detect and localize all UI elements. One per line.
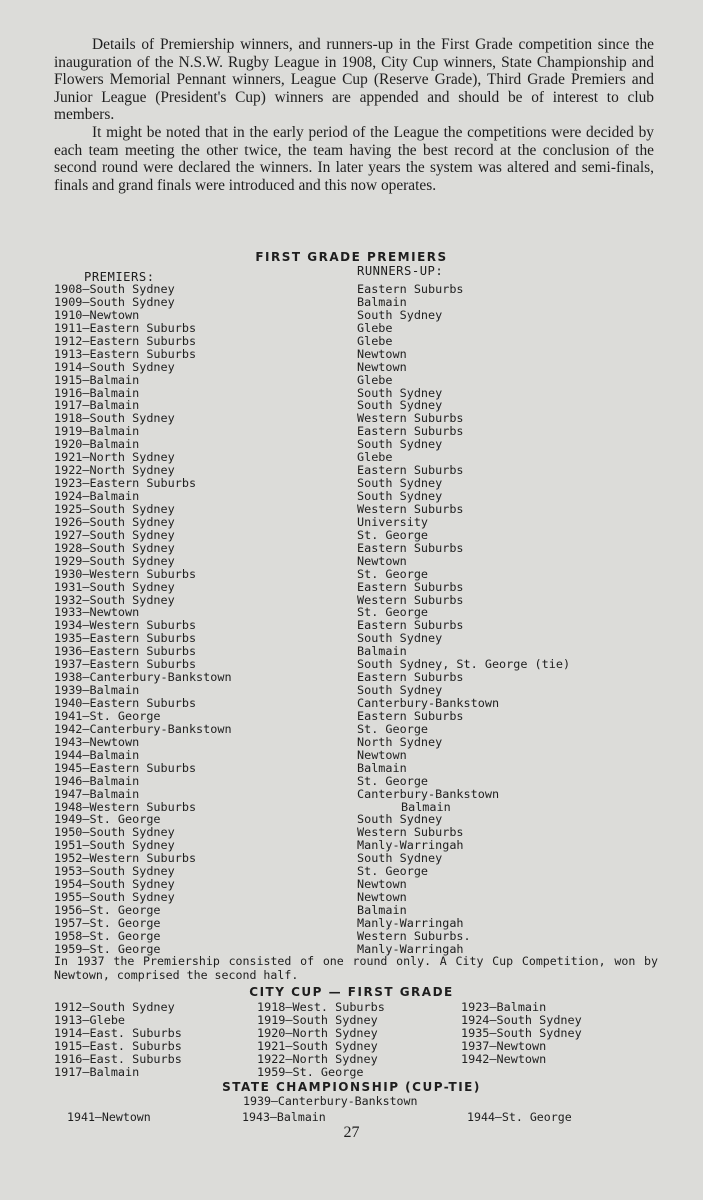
premier-entry: 1908—South Sydney (54, 282, 175, 296)
runner-up-entry: Balmain (401, 799, 451, 814)
runner-up-entry: South Sydney (357, 489, 443, 503)
premier-entry: 1950—South Sydney (54, 825, 175, 840)
runner-up-entry: South Sydney (357, 385, 443, 400)
runner-up-entry: Western Suburbs (357, 592, 464, 607)
premier-entry: 1938—Canterbury-Bankstown (54, 670, 232, 685)
premier-entry: 1925—South Sydney (54, 501, 175, 516)
runner-up-entry: South Sydney (357, 307, 443, 322)
runner-up-entry: Eastern Suburbs (357, 463, 464, 478)
runner-up-entry: Balmain (357, 760, 407, 775)
premier-entry: 1939—Balmain (54, 683, 140, 698)
intro-paragraph-1: Details of Premiership winners, and runners-up in the First Grade competition since the inauguration of the N.S.W. Rugby League in 1908, City Cup winners, State Championship and Flowers Memorial Pennant winners, League Cup (Reserve Grade), Third Grade Premiers and Junior League (President's Cup) winners are appended and should be of interest to club members. (54, 36, 654, 124)
runner-up-entry: Western Suburbs. (357, 928, 471, 943)
premier-entry: 1947—Balmain (54, 786, 140, 801)
runner-up-entry: Newtown (357, 877, 407, 892)
city-cup-entry: 1916—East. Suburbs (54, 1051, 182, 1066)
city-cup-entry: 1942—Newtown (461, 1051, 547, 1066)
city-cup-entry: 1922—North Sydney (257, 1051, 378, 1066)
premier-entry: 1942—Canterbury-Bankstown (54, 721, 232, 736)
state-championship-1944: 1944—St. George (467, 1110, 572, 1124)
city-cup-entry: 1917—Balmain (54, 1064, 140, 1079)
city-cup-entry: 1915—East. Suburbs (54, 1038, 182, 1053)
city-cup-entry: 1913—Glebe (54, 1012, 126, 1027)
runner-up-entry: Newtown (357, 553, 407, 568)
city-cup-entry: 1914—East. Suburbs (54, 1025, 182, 1040)
runner-up-entry: South Sydney (357, 437, 443, 452)
premier-entry: 1914—South Sydney (54, 359, 175, 374)
runner-up-entry: South Sydney, St. George (tie) (357, 657, 571, 672)
premier-entry: 1948—Western Suburbs (54, 799, 197, 814)
premier-entry: 1920—Balmain (54, 437, 140, 452)
runner-up-entry: Manly-Warringah (357, 941, 464, 956)
runner-up-entry: Eastern Suburbs (357, 670, 464, 685)
city-cup-column-1 (54, 1001, 182, 1079)
runner-up-entry: South Sydney (357, 398, 443, 413)
runner-up-entry: Balmain (357, 644, 407, 659)
premier-entry: 1932—South Sydney (54, 592, 175, 607)
runners-up-list (357, 283, 570, 956)
premier-entry: 1952—Western Suburbs (54, 851, 197, 866)
premier-entry: 1935—Eastern Suburbs (54, 631, 197, 646)
premier-entry: 1934—Western Suburbs (54, 618, 197, 633)
runner-up-entry: Newtown (357, 890, 407, 905)
runner-up-entry: St. George (357, 527, 429, 542)
runner-up-entry: Canterbury-Bankstown (357, 786, 500, 801)
runner-up-entry: Canterbury-Bankstown (357, 696, 500, 710)
runner-up-entry: Eastern Suburbs (357, 424, 464, 439)
runner-up-entry: Glebe (357, 320, 393, 335)
premier-entry: 1918—South Sydney (54, 411, 175, 426)
premier-entry: 1955—South Sydney (54, 890, 175, 905)
runner-up-entry: Manly-Warringah (357, 915, 464, 930)
city-cup-entry: 1920—North Sydney (257, 1025, 378, 1040)
premier-entry: 1926—South Sydney (54, 514, 175, 529)
state-championship-heading: STATE CHAMPIONSHIP (CUP-TIE) (222, 1080, 481, 1094)
runner-up-entry: Western Suburbs (357, 501, 464, 516)
premier-entry: 1959—St. George (54, 941, 161, 956)
city-cup-entry: 1923—Balmain (461, 1000, 547, 1014)
premier-entry: 1927—South Sydney (54, 527, 175, 542)
premier-entry: 1931—South Sydney (54, 579, 175, 594)
runner-up-entry: Eastern Suburbs (357, 708, 464, 723)
runners-up-column-header: RUNNERS-UP: (357, 264, 444, 278)
premier-entry: 1941—St. George (54, 708, 161, 723)
premier-entry: 1958—St. George (54, 928, 161, 943)
city-cup-entry: 1919—South Sydney (257, 1012, 378, 1027)
footnote-1937: In 1937 the Premiership consisted of one round only. A City Cup Competition, won by Newtown, comprised the second half. (54, 954, 658, 982)
runner-up-entry: Glebe (357, 450, 393, 465)
premier-entry: 1945—Eastern Suburbs (54, 760, 197, 775)
runner-up-entry: Western Suburbs (357, 411, 464, 426)
premier-entry: 1929—South Sydney (54, 553, 175, 568)
premiers-list (54, 283, 232, 956)
runner-up-entry: Eastern Suburbs (357, 540, 464, 555)
runner-up-entry: Manly-Warringah (357, 838, 464, 853)
premier-entry: 1916—Balmain (54, 385, 140, 400)
runner-up-entry: South Sydney (357, 851, 443, 866)
city-cup-entry: 1937—Newtown (461, 1038, 547, 1053)
premier-entry: 1922—North Sydney (54, 463, 175, 478)
premiers-column-header: PREMIERS: (84, 270, 155, 284)
runner-up-entry: South Sydney (357, 683, 443, 698)
runner-up-entry: Glebe (357, 333, 393, 348)
runner-up-entry: St. George (357, 566, 429, 581)
state-championship-1943: 1943—Balmain (242, 1110, 326, 1124)
runner-up-entry: Eastern Suburbs (357, 579, 464, 594)
runner-up-entry: Newtown (357, 747, 407, 762)
premier-entry: 1930—Western Suburbs (54, 566, 197, 581)
runner-up-entry: South Sydney (357, 631, 443, 646)
premier-entry: 1921—North Sydney (54, 450, 175, 465)
premier-entry: 1943—Newtown (54, 734, 140, 749)
city-cup-entry: 1924—South Sydney (461, 1012, 582, 1027)
runner-up-entry: Balmain (357, 294, 407, 309)
runner-up-entry: St. George (357, 864, 429, 879)
intro-paragraph-2: It might be noted that in the early period of the League the competitions were decided by each team meeting the other twice, the team having the best record at the conclusion of the second round were declared the winners. In later years the system was altered and semi-finals, finals and grand finals were introduced and this now operates. (54, 123, 654, 194)
city-cup-entry: 1935—South Sydney (461, 1025, 582, 1040)
premier-entry: 1919—Balmain (54, 424, 140, 439)
runner-up-entry: Eastern Suburbs (357, 282, 464, 296)
runner-up-entry: Glebe (357, 372, 393, 387)
premier-entry: 1910—Newtown (54, 307, 140, 322)
premier-entry: 1953—South Sydney (54, 864, 175, 879)
city-cup-heading: CITY CUP — FIRST GRADE (249, 985, 454, 999)
runner-up-entry: South Sydney (357, 476, 443, 491)
premier-entry: 1912—Eastern Suburbs (54, 333, 197, 348)
runner-up-entry: St. George (357, 773, 429, 788)
premier-entry: 1913—Eastern Suburbs (54, 346, 197, 361)
state-championship-1939: 1939—Canterbury-Bankstown (243, 1094, 418, 1108)
first-grade-heading: FIRST GRADE PREMIERS (255, 250, 448, 264)
premier-entry: 1915—Balmain (54, 372, 140, 387)
runner-up-entry: St. George (357, 721, 429, 736)
runner-up-entry: University (357, 514, 429, 529)
premier-entry: 1909—South Sydney (54, 294, 175, 309)
premier-entry: 1933—Newtown (54, 605, 140, 620)
runner-up-entry: Balmain (357, 903, 407, 917)
city-cup-entry: 1912—South Sydney (54, 1000, 175, 1014)
runner-up-entry: North Sydney (357, 734, 443, 749)
premier-entry: 1928—South Sydney (54, 540, 175, 555)
premier-entry: 1917—Balmain (54, 398, 140, 413)
premier-entry: 1949—St. George (54, 812, 161, 827)
runner-up-entry: St. George (357, 605, 429, 620)
intro-text (54, 36, 654, 194)
premier-entry: 1923—Eastern Suburbs (54, 476, 197, 491)
page-number: 27 (343, 1124, 360, 1141)
city-cup-entry: 1921—South Sydney (257, 1038, 378, 1053)
city-cup-entry: 1918—West. Suburbs (257, 1000, 385, 1014)
premier-entry: 1937—Eastern Suburbs (54, 657, 197, 672)
premier-entry: 1944—Balmain (54, 747, 140, 762)
premier-entry: 1940—Eastern Suburbs (54, 696, 197, 710)
premier-entry: 1946—Balmain (54, 773, 140, 788)
runner-up-entry: Western Suburbs (357, 825, 464, 840)
runner-up-entry: Newtown (357, 359, 407, 374)
premier-entry: 1911—Eastern Suburbs (54, 320, 197, 335)
premier-entry: 1951—South Sydney (54, 838, 175, 853)
runner-up-entry: Newtown (357, 346, 407, 361)
premier-entry: 1924—Balmain (54, 489, 140, 503)
city-cup-entry: 1959—St. George (257, 1064, 364, 1079)
runner-up-entry: Eastern Suburbs (357, 618, 464, 633)
runner-up-entry: South Sydney (357, 812, 443, 827)
premier-entry: 1956—St. George (54, 903, 161, 917)
state-championship-1941: 1941—Newtown (67, 1110, 151, 1124)
premier-entry: 1954—South Sydney (54, 877, 175, 892)
premier-entry: 1936—Eastern Suburbs (54, 644, 197, 659)
city-cup-column-3 (461, 1001, 582, 1066)
city-cup-column-2 (257, 1001, 385, 1079)
premier-entry: 1957—St. George (54, 915, 161, 930)
